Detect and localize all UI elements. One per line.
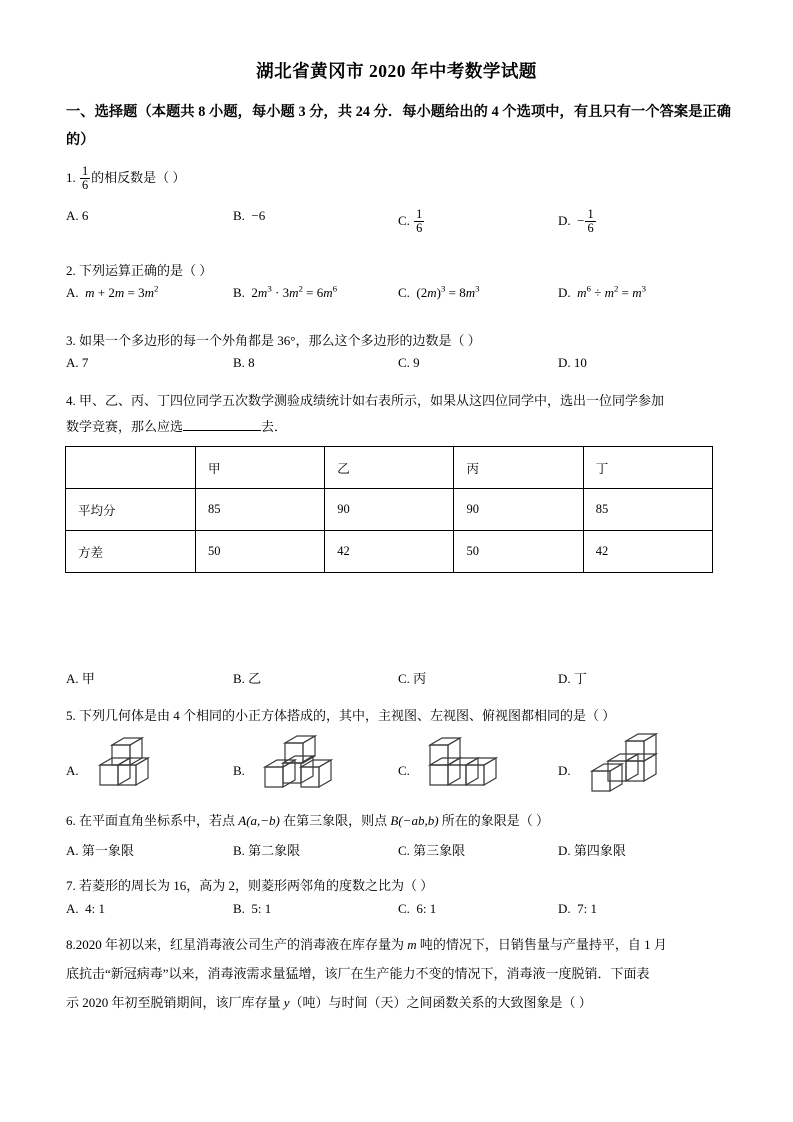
option-text: 4: 1 [85,901,106,916]
question-8-stem-line1 [66,932,738,958]
section-heading: 一、选择题（本题共 8 小题，每小题 3 分，共 24 分．每小题给出的 4 个选项中，有且只有一个答案是正确的） [66,104,731,148]
question-6-options [66,840,753,866]
table-row [66,489,713,531]
option-label: D. [558,671,571,686]
option-2-a[interactable]: A. $m + 2m = 3m^2$ [66,283,159,300]
table-header-row [66,447,713,489]
option-6-a[interactable] [66,840,134,859]
option-text: 8 [248,355,255,370]
option-label: A. [66,843,79,858]
fraction-denominator: 6 [82,177,89,192]
cell-average-yi: 90 [325,489,454,531]
question-7-number: 7. [66,878,76,893]
option-3-d[interactable] [558,355,587,371]
option-label: B. [233,843,245,858]
option-text: 6: 1 [416,901,437,916]
option-label: C. [398,901,410,916]
question-2-options [66,285,753,311]
question-1-fraction [80,165,90,191]
cell-variance-jia: 50 [196,531,325,573]
question-4-stem-line2 [66,414,738,440]
fraction-numerator: 1 [587,207,594,221]
option-label: A. [66,901,79,916]
question-2-text: 下列运算正确的是（ ） [79,263,213,278]
table-header-jia: 甲 [196,447,325,489]
option-text: 丙 [413,671,427,686]
option-text: 9 [413,355,420,370]
cubes-one-on-two-icon [90,733,182,804]
question-4-text-line2a: 数学竞赛，那么应选 [66,419,184,434]
option-6-d[interactable] [558,840,626,859]
option-text: 甲 [81,671,95,686]
table-header-yi: 乙 [325,447,454,489]
table-header-empty [66,447,196,489]
option-6-b[interactable] [233,840,300,859]
option-text: 第一象限 [81,843,134,858]
option-label: B. [233,285,245,300]
option-text: 第三象限 [413,843,466,858]
option-text: −6 [251,208,266,223]
option-4-b[interactable] [233,668,261,687]
option-label: D. [558,355,571,370]
option-text: 7 [81,355,89,370]
option-text: 10 [573,355,587,370]
statistics-table [65,446,713,573]
option-label: B. [233,901,245,916]
option-label: A. [66,208,79,223]
answer-blank[interactable] [183,417,261,431]
option-4-a[interactable] [66,668,95,687]
point-a-expression: A(a,−b) [238,813,280,828]
option-text: 丁 [573,671,587,686]
option-7-c[interactable] [398,901,436,917]
option-3-b[interactable] [233,355,255,371]
option-label: C. [398,843,410,858]
question-2-stem [66,258,738,284]
option-label: C. [398,285,410,300]
question-8-text-3a: 示 2020 年初至脱销期间，该厂库存量 [66,995,284,1010]
question-1-options [66,208,753,234]
option-label: D. [558,213,571,229]
option-label: B. [233,208,245,223]
option-7-b[interactable] [233,901,271,917]
option-label: D. [558,763,571,778]
question-4-options [66,668,753,694]
page-title: 湖北省黄冈市 2020 年中考数学试题 [256,61,537,81]
option-3-c[interactable] [398,355,420,371]
cell-variance-ding: 42 [583,531,712,573]
point-b-expression: B(−ab,b) [390,813,439,828]
option-4-d[interactable] [558,668,587,687]
question-3-options [66,355,753,381]
option-4-c[interactable] [398,668,426,687]
question-7-options [66,901,753,927]
question-3-number: 3. [66,333,76,348]
question-1-number: 1. [66,170,76,186]
option-label: D. [558,901,571,916]
row-label-variance: 方差 [66,531,196,573]
question-8-number: 8. [66,937,76,952]
question-8-stem-line3 [66,990,738,1016]
question-7-stem [66,873,738,899]
fraction-denominator: 6 [587,220,594,235]
table-header-ding: 丁 [583,447,712,489]
option-2-d[interactable]: D. $m^6 \div m^2 = m^3$ [558,283,647,300]
question-6-text-1: 在平面直角坐标系中，若点 [79,813,239,828]
cell-average-bing: 90 [454,489,583,531]
option-label: D. [558,285,571,300]
option-6-c[interactable] [398,840,465,859]
option-fraction [585,208,595,234]
question-6-stem [66,808,738,834]
option-text: 第二象限 [248,843,301,858]
question-6-text-2: 在第三象限，则点 [279,813,391,828]
option-text: 第四象限 [573,843,626,858]
cubes-row-with-left-top-icon [422,733,532,804]
option-label: B. [233,355,245,370]
option-text: 5: 1 [251,901,272,916]
question-7-text: 若菱形的周长为 16，高为 2，则菱形两邻角的度数之比为（ ） [79,878,434,893]
fraction-denominator: 6 [416,220,423,235]
question-4-number: 4. [66,393,76,408]
option-label: A. [66,763,79,778]
cubes-step-shape-icon [582,733,687,808]
question-5-stem [66,703,738,729]
table-row [66,531,713,573]
question-3-stem [66,328,738,354]
option-label: C. [398,763,410,778]
option-7-d[interactable] [558,901,597,917]
question-5-text: 下列几何体是由 4 个相同的小正方体搭成的，其中，主视图、左视图、俯视图都相同的是（ ） [79,708,616,723]
option-1-d[interactable]: D. − $\frac{1}{6}$ [558,207,594,235]
question-1-text: 的相反数是（ ） [91,170,186,186]
question-4-text-line1: 甲、乙、丙、丁四位同学五次数学测验成绩统计如右表所示，如果从这四位同学中，选出一位同学参加 [79,393,665,408]
question-6-text-3: 所在的象限是（ ） [438,813,550,828]
question-5-options [66,733,763,805]
row-label-average: 平均分 [66,489,196,531]
variable-y: y [283,995,290,1010]
fraction-numerator: 1 [416,207,423,221]
cell-variance-bing: 50 [454,531,583,573]
question-3-text: 如果一个多边形的每一个外角都是 36°，那么这个多边形的边数是（ ） [79,333,481,348]
question-1-stem [66,165,738,191]
question-8-text-1a: 2020 年初以来，红星消毒液公司生产的消毒液在库存量为 [75,937,408,952]
option-label: A. [66,355,79,370]
option-label: B. [233,671,245,686]
option-2-c[interactable]: C. $(2m)^3 = 8m^3$ [398,283,480,300]
question-4-text-line2b: 去． [261,419,288,434]
option-text: 7: 1 [577,901,598,916]
option-label: C. [398,213,410,229]
fraction-numerator: 1 [82,164,89,178]
option-2-b[interactable]: B. $2m^3 \cdot 3m^2 = 6m^6$ [233,283,338,300]
variable-m: m [407,937,417,952]
option-text: 乙 [248,671,262,686]
option-label: A. [66,285,79,300]
option-1-a[interactable] [66,208,88,224]
question-8-stem-line2 [66,961,738,987]
option-7-a[interactable] [66,901,105,917]
option-fraction [414,208,424,234]
cell-average-jia: 85 [196,489,325,531]
cell-average-ding: 85 [583,489,712,531]
option-label: B. [233,763,245,778]
option-text: 6 [81,208,89,223]
cell-variance-yi: 42 [325,531,454,573]
table-header-bing: 丙 [454,447,583,489]
cubes-l-shape-with-top-icon [257,733,362,804]
question-5-number: 5. [66,708,76,723]
question-8-text-2: 底抗击“新冠病毒”以来，消毒液需求量猛增，该厂在生产能力不变的情况下，消毒液一度脱销．下面表 [66,966,650,981]
option-label: A. [66,671,79,686]
question-6-number: 6. [66,813,76,828]
question-2-number: 2. [66,263,76,278]
question-8-text-1b: 吨的情况下，日销售量与产量持平，自 1 月 [416,937,667,952]
option-1-b[interactable] [233,208,265,224]
option-label: D. [558,843,571,858]
option-1-c[interactable] [398,208,425,234]
question-8-text-3b: （吨）与时间（天）之间函数关系的大致图象是（ ） [289,995,592,1010]
option-label: C. [398,671,410,686]
question-4-stem [66,388,738,414]
option-3-a[interactable] [66,355,88,371]
option-label: C. [398,355,410,370]
